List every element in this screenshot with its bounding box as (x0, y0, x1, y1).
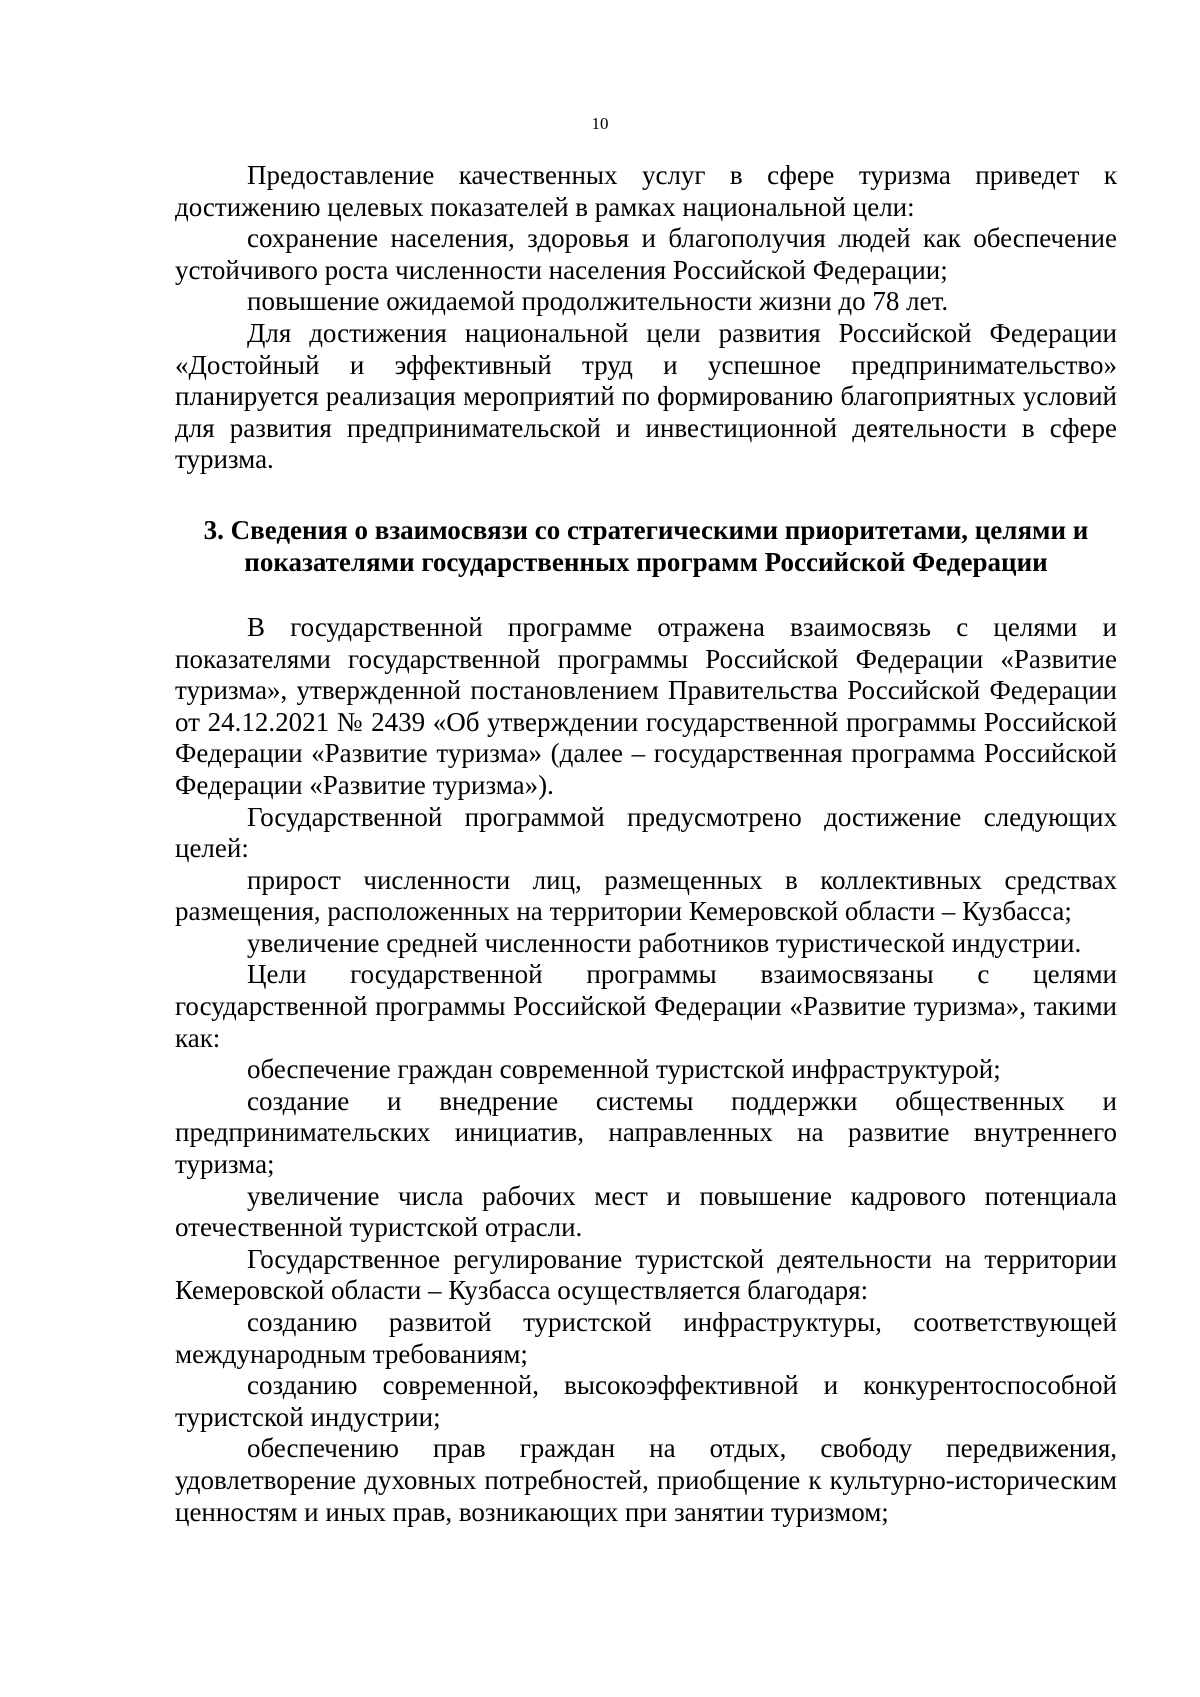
paragraph: Государственной программой предусмотрено достижение следующих целей: (175, 801, 1117, 864)
paragraph: созданию современной, высокоэффективной и конкурентоспособной туристской индустрии; (175, 1370, 1117, 1432)
page-number: 10 (591, 114, 609, 133)
paragraph: Для достижения национальной цели развития Российской Федерации «Достойный и эффективный труд и успешное предпринимательство» планируется реализация мероприятий по формированию благоприятных условий для развития предпринимательской и инвестиционной деятельности в сфере туризма. (175, 317, 1117, 475)
paragraph: создание и внедрение системы поддержки общественных и предпринимательских инициатив, направленных на развитие внутреннего туризма; (175, 1085, 1117, 1180)
paragraph: В государственной программе отражена взаимосвязь с целями и показателями государственной программы Российской Федерации «Развитие туризма», утвержденной постановлением Правительства Российской Федерации от 24.12.2021 № 2439 «Об утверждении государственной программы Российской Федерации «Развитие туризма» (далее – государственная программа Российской Федерации «Развитие туризма»). (175, 611, 1117, 800)
document-body (175, 160, 1117, 1528)
paragraph: увеличение средней численности работников туристической индустрии. (247, 927, 1082, 958)
paragraph: созданию развитой туристской инфраструктуры, соответствующей международным требованиям; (175, 1307, 1117, 1369)
paragraph: Цели государственной программы взаимосвязаны с целями государственной программы Российской Федерации «Развитие туризма», такими как: (175, 959, 1117, 1053)
paragraph: прирост численности лиц, размещенных в коллективных средствах размещения, расположенных на территории Кемеровской области – Кузбасса; (175, 864, 1117, 927)
paragraph: Предоставление качественных услуг в сфере туризма приведет к достижению целевых показателей в рамках национальной цели: (175, 160, 1117, 222)
paragraph: обеспечению прав граждан на отдых, свободу передвижения, удовлетворение духовных потребностей, приобщение к культурно-историческим ценностям и иных прав, возникающих при занятии туризмом; (175, 1433, 1117, 1527)
paragraph: обеспечение граждан современной туристской инфраструктурой; (247, 1054, 1001, 1085)
paragraph: повышение ожидаемой продолжительности жизни до 78 лет. (247, 286, 949, 317)
paragraph: увеличение числа рабочих мест и повышение кадрового потенциала отечественной туристской отрасли. (175, 1180, 1117, 1243)
paragraph: сохранение населения, здоровья и благополучия людей как обеспечение устойчивого роста численности населения Российской Федерации; (175, 223, 1117, 285)
paragraph: Государственное регулирование туристской деятельности на территории Кемеровской области – Кузбасса осуществляется благодаря: (175, 1243, 1117, 1306)
section-heading: 3. Сведения о взаимосвязи со стратегическими приоритетами, целями и показателями государственных программ Российской Федерации (203, 514, 1089, 577)
